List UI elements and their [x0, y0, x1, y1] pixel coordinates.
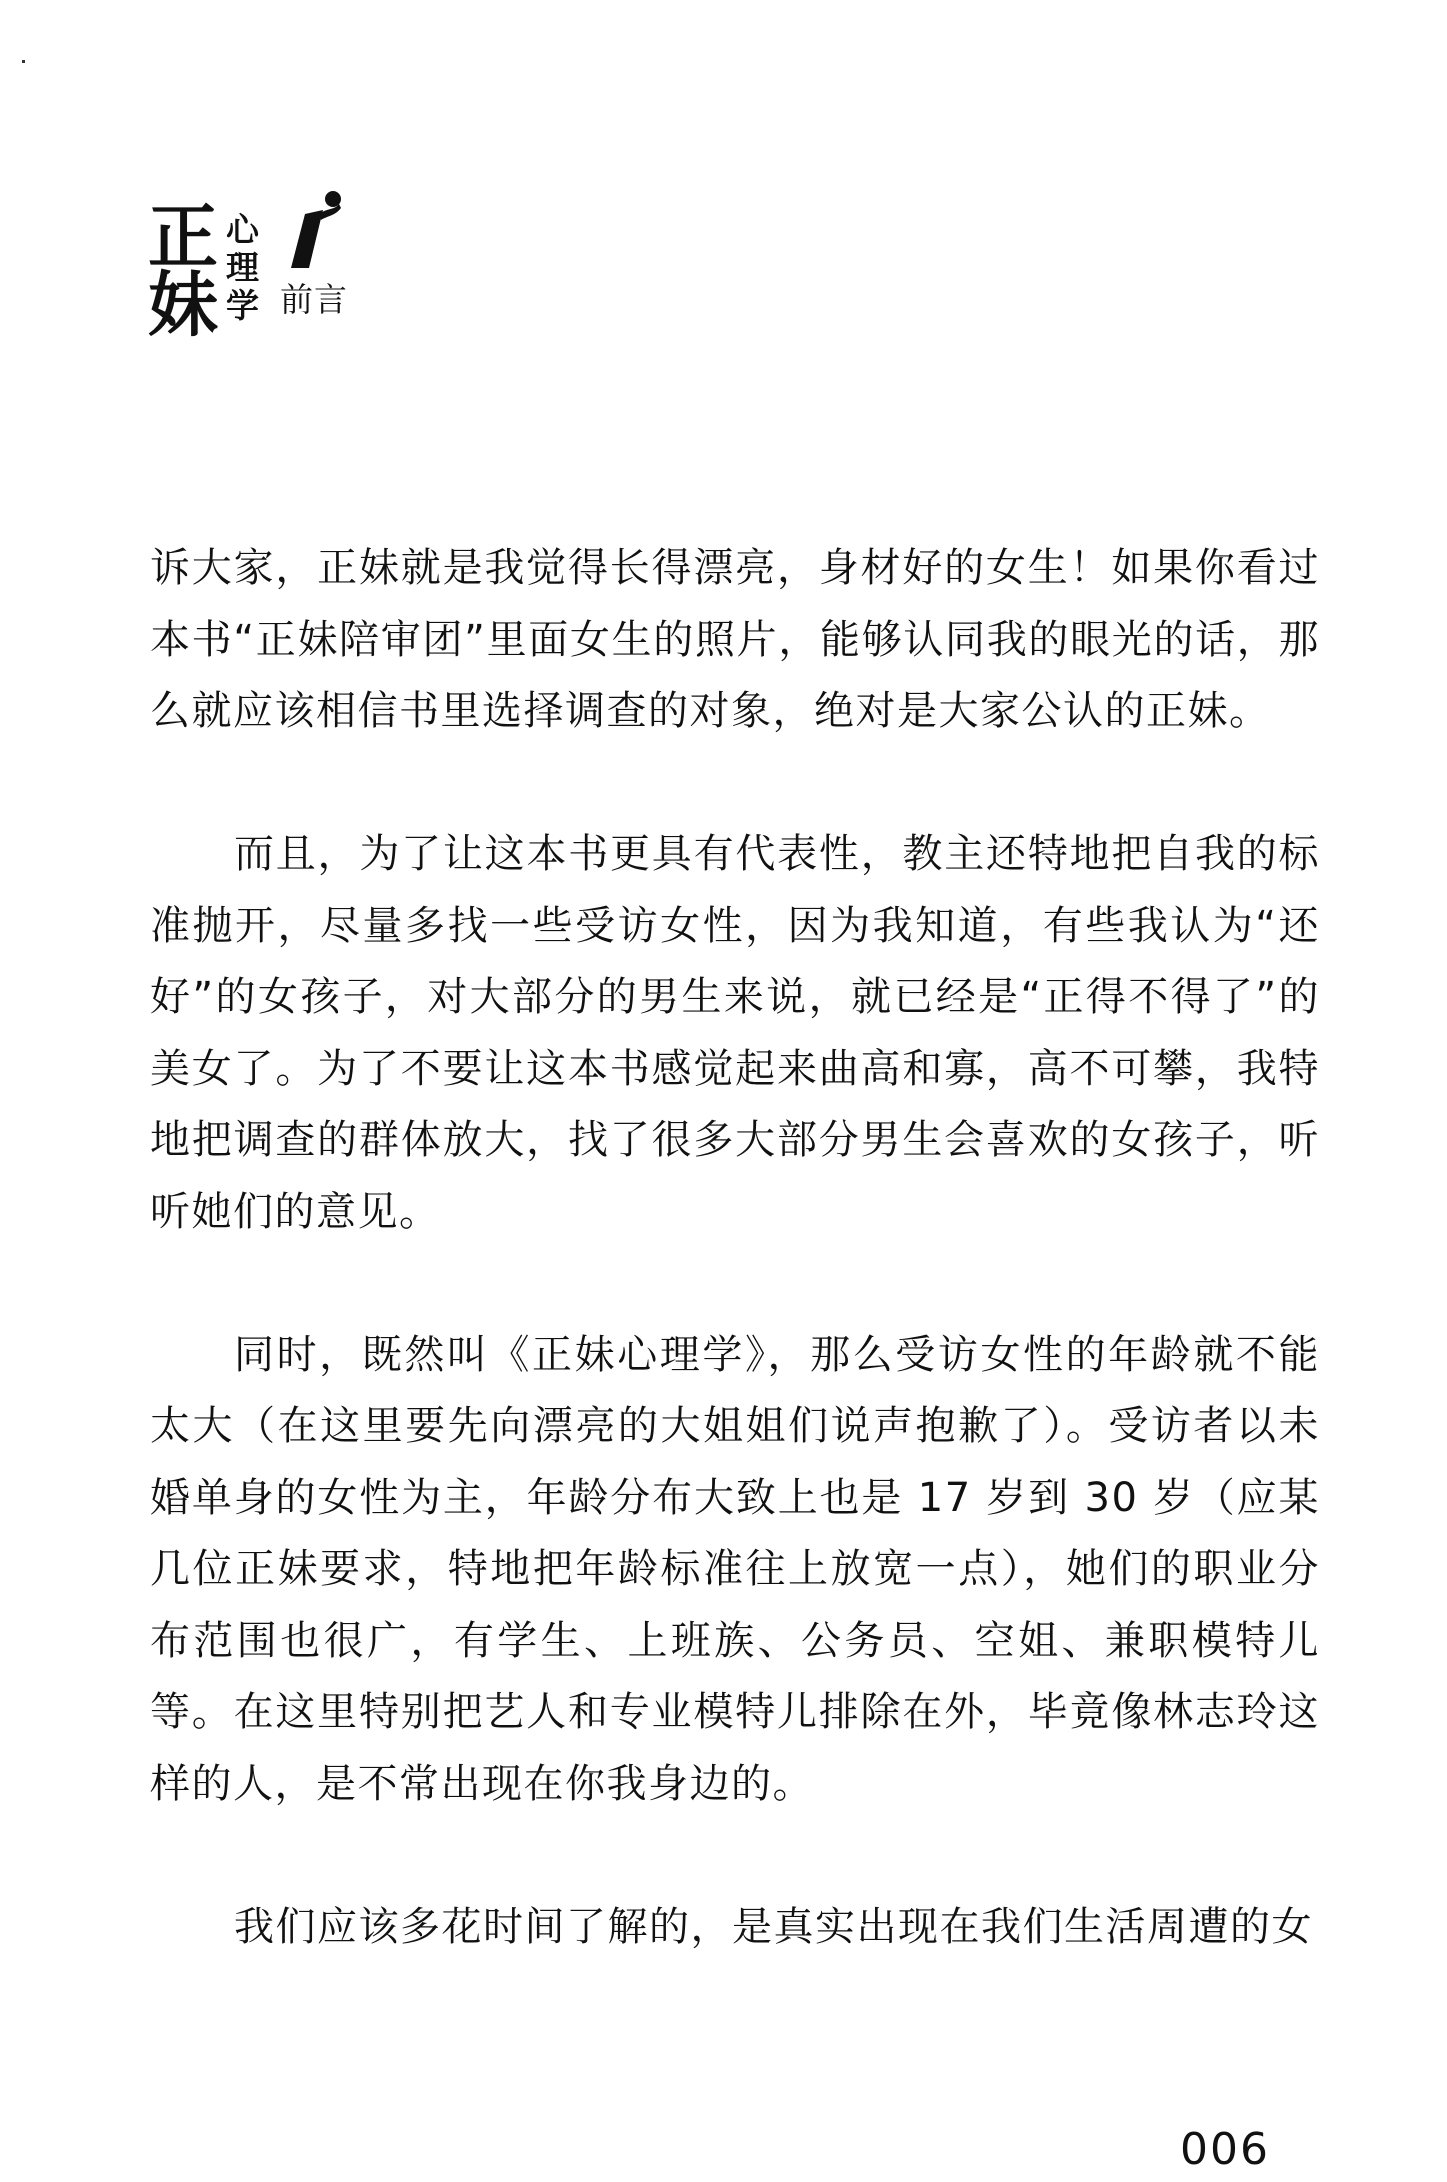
scan-speck — [22, 60, 25, 63]
section-label: 前言 — [280, 280, 348, 319]
paragraph-1: 诉大家，正妹就是我觉得长得漂亮，身材好的女生！如果你看过本书“正妹陪审团”里面女生的照片，能够认同我的眼光的话，那么就应该相信书里选择调查的对象，绝对是大家公认的正妹。 — [150, 545, 1320, 734]
logo-small-char-2: 理 — [226, 248, 259, 287]
italic-i-logo-icon — [283, 190, 343, 270]
page-number: 006 — [1180, 2124, 1270, 2175]
logo-char-top: 正 — [148, 196, 218, 278]
paragraph-4: 我们应该多花时间了解的，是真实出现在我们生活周遭的女 — [234, 1903, 1313, 1950]
body-text — [150, 533, 1320, 1963]
logo-char-bottom: 妹 — [148, 264, 218, 346]
logo-small-char-3: 学 — [226, 286, 259, 325]
logo-small-char-1: 心 — [226, 210, 259, 249]
chapter-header — [148, 190, 408, 346]
paragraph-2: 而且，为了让这本书更具有代表性，教主还特地把自我的标准抛开，尽量多找一些受访女性，因为我知道，有些我认为“还好”的女孩子，对大部分的男生来说，就已经是“正得不得了”的美女了。为了不要让这本书感觉起来曲高和寡，高不可攀，我特地把调查的群体放大，找了很多大部分男生会喜欢的女孩子，听听她们的意见。 — [150, 831, 1320, 1235]
paragraph-3: 同时，既然叫《正妹心理学》，那么受访女性的年龄就不能太大（在这里要先向漂亮的大姐姐们说声抱歉了）。受访者以未婚单身的女性为主，年龄分布大致上也是 17 岁到 30 岁（应某几位正妹要求，特地把年龄标准往上放宽一点），她们的职业分布范围也很广，有学生、上班族、公务员、空姐、兼职模特儿等。在这里特别把艺人和专业模特儿排除在外，毕竟像林志玲这样的人，是不常出现在你我身边的。 — [150, 1331, 1320, 1807]
